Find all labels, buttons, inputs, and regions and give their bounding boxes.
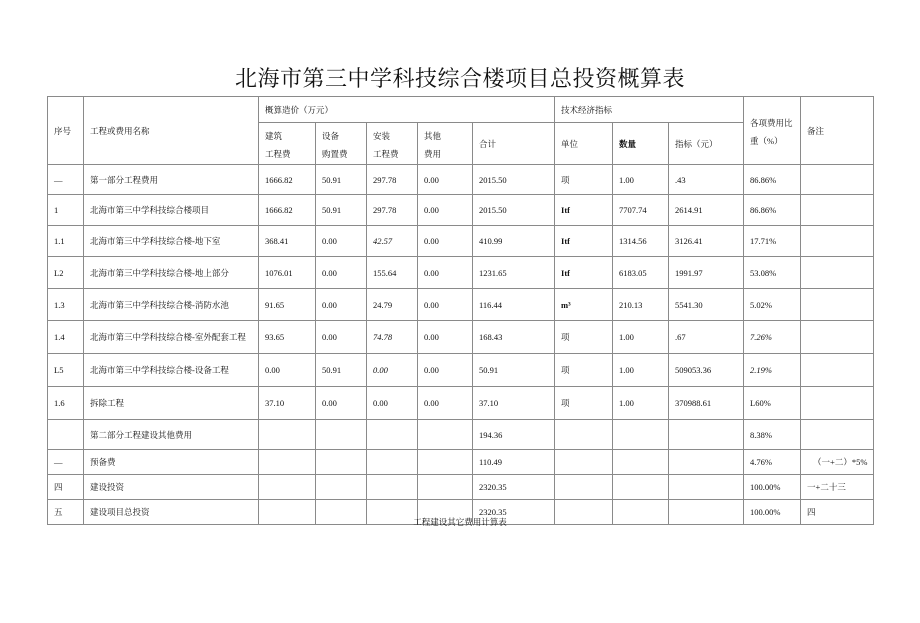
cell-equip: 0.00 <box>316 387 367 420</box>
cell-build: 0.00 <box>259 354 316 387</box>
investment-estimate-table <box>47 96 874 525</box>
table-row <box>48 165 874 195</box>
cell-build: 1666.82 <box>259 165 316 195</box>
header-other-line1: 其他 <box>424 130 442 141</box>
cell-total: 1231.65 <box>473 257 555 289</box>
cell-install: 24.79 <box>367 289 418 321</box>
cell-name: 建设项目总投资 <box>84 500 259 525</box>
table-row <box>48 354 874 387</box>
cell-seq: L5 <box>48 354 84 387</box>
cell-build: 93.65 <box>259 321 316 354</box>
cell-other: 0.00 <box>418 289 473 321</box>
cell-name: 北海市第三中学科技综合楼项目 <box>84 195 259 226</box>
cell-unit: Itf <box>555 195 613 226</box>
cell-unit <box>555 475 613 500</box>
cell-name: 预备费 <box>84 450 259 475</box>
cell-total: 2320.35 <box>473 500 555 525</box>
header-ratio-line1: 各项费用比 <box>750 117 793 128</box>
cell-remark <box>801 226 874 257</box>
cell-index: .43 <box>669 165 744 195</box>
cell-name: 北海市第三中学科技综合楼-室外配套工程 <box>84 321 259 354</box>
cell-remark: （一+二）*5% <box>801 450 874 475</box>
cell-build: 37.10 <box>259 387 316 420</box>
cell-equip: 50.91 <box>316 165 367 195</box>
table-row <box>48 289 874 321</box>
cell-install: 297.78 <box>367 195 418 226</box>
cell-remark <box>801 195 874 226</box>
cell-remark <box>801 387 874 420</box>
cell-equip: 50.91 <box>316 354 367 387</box>
cell-equip: 0.00 <box>316 289 367 321</box>
cell-build: 1076.01 <box>259 257 316 289</box>
cell-index: .67 <box>669 321 744 354</box>
cell-seq: — <box>48 165 84 195</box>
header-budget-group: 概算造价（万元） <box>259 97 555 123</box>
cell-qty: 1.00 <box>613 387 669 420</box>
cell-total: 2015.50 <box>473 165 555 195</box>
cell-index <box>669 475 744 500</box>
cell-ratio: 100.00% <box>744 475 801 500</box>
cell-index: 370988.61 <box>669 387 744 420</box>
cell-ratio: 7.26% <box>744 321 801 354</box>
header-total: 合计 <box>473 123 555 165</box>
cell-equip <box>316 475 367 500</box>
cell-install <box>367 475 418 500</box>
cell-remark <box>801 165 874 195</box>
cell-total: 50.91 <box>473 354 555 387</box>
cell-index: 2614.91 <box>669 195 744 226</box>
cell-other <box>418 450 473 475</box>
table-row <box>48 257 874 289</box>
cell-build <box>259 420 316 450</box>
header-ratio-line2: 重（%） <box>750 135 783 146</box>
cell-name: 第二部分工程建设其他费用 <box>84 420 259 450</box>
cell-seq: 1.4 <box>48 321 84 354</box>
cell-remark <box>801 354 874 387</box>
cell-total: 116.44 <box>473 289 555 321</box>
cell-remark: 四 <box>801 500 874 525</box>
cell-name: 第一部分工程费用 <box>84 165 259 195</box>
header-qty: 数量 <box>613 123 669 165</box>
cell-name: 北海市第三中学科技综合楼-地下室 <box>84 226 259 257</box>
cell-install: 297.78 <box>367 165 418 195</box>
cell-qty: 6183.05 <box>613 257 669 289</box>
cell-unit: Itf <box>555 226 613 257</box>
cell-name: 北海市第三中学科技综合楼-设备工程 <box>84 354 259 387</box>
cell-name: 建设投资 <box>84 475 259 500</box>
cell-qty: 1.00 <box>613 354 669 387</box>
header-build <box>259 123 316 165</box>
cell-total: 2015.50 <box>473 195 555 226</box>
cell-unit: 项 <box>555 387 613 420</box>
header-seq: 序号 <box>48 97 84 165</box>
cell-seq: 1.1 <box>48 226 84 257</box>
cell-seq: — <box>48 450 84 475</box>
cell-seq <box>48 420 84 450</box>
cell-seq: 五 <box>48 500 84 525</box>
cell-name: 拆除工程 <box>84 387 259 420</box>
cell-unit: Itf <box>555 257 613 289</box>
cell-unit <box>555 450 613 475</box>
table-row <box>48 450 874 475</box>
header-ratio <box>744 97 801 165</box>
cell-name: 北海市第三中学科技综合楼-消防水池 <box>84 289 259 321</box>
cell-remark <box>801 420 874 450</box>
cell-build: 1666.82 <box>259 195 316 226</box>
cell-unit: 项 <box>555 321 613 354</box>
cell-total: 168.43 <box>473 321 555 354</box>
cell-total: 410.99 <box>473 226 555 257</box>
cell-other: 0.00 <box>418 321 473 354</box>
cell-install <box>367 450 418 475</box>
cell-seq: 1 <box>48 195 84 226</box>
header-index: 指标（元） <box>669 123 744 165</box>
cell-install: 42.57 <box>367 226 418 257</box>
cell-install: 0.00 <box>367 354 418 387</box>
cell-other: 0.00 <box>418 195 473 226</box>
cell-index: 1991.97 <box>669 257 744 289</box>
cell-remark <box>801 321 874 354</box>
cell-unit: 项 <box>555 354 613 387</box>
cell-install: 155.64 <box>367 257 418 289</box>
cell-equip: 50.91 <box>316 195 367 226</box>
cell-qty: 7707.74 <box>613 195 669 226</box>
cell-other <box>418 475 473 500</box>
cell-total: 37.10 <box>473 387 555 420</box>
cell-remark: 一+二十三 <box>801 475 874 500</box>
table-row <box>48 475 874 500</box>
table-title: 北海市第三中学科技综合楼项目总投资概算表 <box>234 66 685 91</box>
header-install <box>367 123 418 165</box>
cell-total: 194.36 <box>473 420 555 450</box>
cell-build: 91.65 <box>259 289 316 321</box>
cell-remark <box>801 257 874 289</box>
cell-other: 0.00 <box>418 387 473 420</box>
cell-ratio: 4.76% <box>744 450 801 475</box>
cell-ratio: 100.00% <box>744 500 801 525</box>
cell-index <box>669 420 744 450</box>
header-equip <box>316 123 367 165</box>
cell-name: 北海市第三中学科技综合楼-地上部分 <box>84 257 259 289</box>
header-unit: 单位 <box>555 123 613 165</box>
cell-seq: L2 <box>48 257 84 289</box>
header-other-line2: 费用 <box>424 148 442 159</box>
header-name: 工程或费用名称 <box>84 97 259 165</box>
header-equip-line2: 购置费 <box>322 148 348 159</box>
cell-equip <box>316 420 367 450</box>
cell-qty: 210.13 <box>613 289 669 321</box>
header-install-line1: 安装 <box>373 130 391 141</box>
cell-build <box>259 475 316 500</box>
header-build-line2: 工程费 <box>265 148 291 159</box>
cell-ratio: 17.71% <box>744 226 801 257</box>
cell-index: 5541.30 <box>669 289 744 321</box>
cell-seq: 1.6 <box>48 387 84 420</box>
cell-qty: 1.00 <box>613 165 669 195</box>
cell-unit: m³ <box>555 289 613 321</box>
cell-qty <box>613 475 669 500</box>
cell-ratio: 8.38% <box>744 420 801 450</box>
cell-other <box>418 420 473 450</box>
cell-qty: 1314.56 <box>613 226 669 257</box>
cell-install: 74.78 <box>367 321 418 354</box>
cell-qty: 1.00 <box>613 321 669 354</box>
cell-index <box>669 450 744 475</box>
cell-index: 3126.41 <box>669 226 744 257</box>
cell-other: 0.00 <box>418 226 473 257</box>
cell-equip: 0.00 <box>316 321 367 354</box>
cell-remark <box>801 289 874 321</box>
cell-ratio: 86.86% <box>744 165 801 195</box>
cell-ratio: L60% <box>744 387 801 420</box>
cell-equip: 0.00 <box>316 226 367 257</box>
cell-ratio: 2.19% <box>744 354 801 387</box>
cell-other: 0.00 <box>418 354 473 387</box>
table-row <box>48 195 874 226</box>
cell-ratio: 53.08% <box>744 257 801 289</box>
next-table-caption: 工程建设其它费用计算表 <box>413 517 507 527</box>
cell-index: 509053.36 <box>669 354 744 387</box>
header-tech-group: 技术经济指标 <box>555 97 744 123</box>
cell-other: 0.00 <box>418 165 473 195</box>
cell-install: 0.00 <box>367 387 418 420</box>
cell-unit: 项 <box>555 165 613 195</box>
header-other <box>418 123 473 165</box>
table-row <box>48 387 874 420</box>
cell-equip: 0.00 <box>316 257 367 289</box>
cell-qty <box>613 420 669 450</box>
cell-equip <box>316 450 367 475</box>
cell-ratio: 5.02% <box>744 289 801 321</box>
cell-other: 0.00 <box>418 257 473 289</box>
cell-build <box>259 450 316 475</box>
table-row <box>48 420 874 450</box>
cell-unit <box>555 420 613 450</box>
table-row <box>48 321 874 354</box>
cell-install <box>367 420 418 450</box>
header-install-line2: 工程费 <box>373 148 399 159</box>
header-build-line1: 建筑 <box>265 130 283 141</box>
header-remark: 备注 <box>801 97 874 165</box>
cell-total: 2320.35 <box>473 475 555 500</box>
cell-total: 110.49 <box>473 450 555 475</box>
cell-seq: 四 <box>48 475 84 500</box>
cell-ratio: 86.86% <box>744 195 801 226</box>
cell-build: 368.41 <box>259 226 316 257</box>
table-row <box>48 226 874 257</box>
header-equip-line1: 设备 <box>322 130 340 141</box>
cell-seq: 1.3 <box>48 289 84 321</box>
cell-qty <box>613 450 669 475</box>
